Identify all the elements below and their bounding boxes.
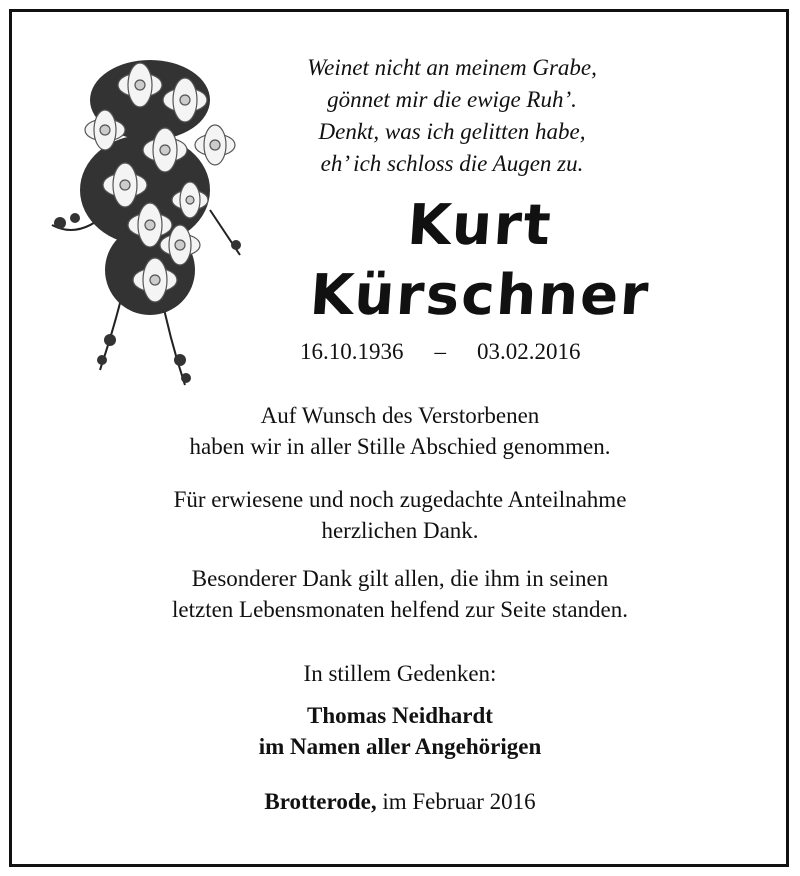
text-line: Auf Wunsch des Verstorbenen [260,403,540,428]
date: im Februar 2016 [382,789,536,814]
memorial-intro: In stillem Gedenken: [303,661,497,686]
text-line: Besonderer Dank gilt allen, die ihm in seinen [191,566,609,591]
poem-line: Weinet nicht an meinem Grabe, [307,55,597,80]
life-dates [300,336,660,368]
date-separator: – [434,339,446,364]
poem-line: gönnet mir die ewige Ruh’. [327,87,577,112]
signatory-name: Thomas Neidhardt [307,703,493,728]
text-line: herzlichen Dank. [321,518,479,543]
thanks-paragraph [60,484,740,546]
special-thanks-paragraph [60,563,740,625]
birth-date: 16.10.1936 [300,339,404,364]
signatory [60,700,740,762]
text-line: haben wir in aller Stille Abschied genommen. [189,434,611,459]
farewell-paragraph [60,400,740,462]
poem-line: eh’ ich schloss die Augen zu. [320,151,584,176]
orchid-bouquet-icon [40,40,260,390]
text-line: letzten Lebensmonaten helfend zur Seite standen. [172,597,628,622]
poem-line: Denkt, was ich gelitten habe, [318,119,586,144]
poem [262,52,642,180]
deceased-last-name: Kürschner [307,263,653,328]
signatory-role: im Namen aller Angehörigen [258,734,542,759]
place-date [60,786,740,817]
death-date: 03.02.2016 [477,339,581,364]
deceased-first-name: Kurt [405,193,555,258]
place: Brotterode, [264,789,377,814]
text-line: Für erwiesene und noch zugedachte Anteilnahme [173,487,627,512]
